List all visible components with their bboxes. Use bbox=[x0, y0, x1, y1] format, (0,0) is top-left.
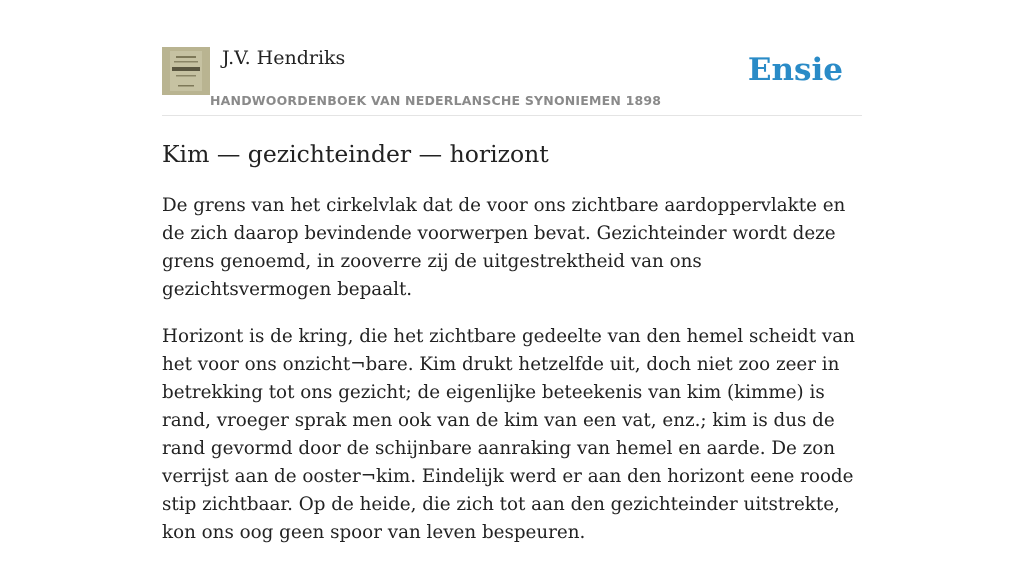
header bbox=[162, 0, 862, 116]
article-title: Kim — gezichteinder — horizont bbox=[162, 140, 549, 168]
article-body bbox=[162, 192, 862, 566]
author-name[interactable]: J.V. Hendriks bbox=[222, 47, 346, 69]
article-paragraph: Horizont is de kring, die het zichtbare gedeelte van den hemel scheidt van het voor ons onzicht¬bare. Kim drukt hetzelfde uit, doch niet zoo zeer in betrekking tot ons gezicht; de eigenlijke beteekenis van kim (kimme) is rand, vroeger sprak men ook van de kim van een vat, enz.; kim is dus de rand gevormd door de schijnbare aanraking van hemel en aarde. De zon verrijst aan de ooster¬kim. Eindelijk werd er aan den horizont eene roode stip zichtbaar. Op de heide, die zich tot aan den gezichteinder uitstrekte, kon ons oog geen spoor van leven bespeuren. bbox=[162, 326, 855, 543]
article-paragraph: De grens van het cirkelvlak dat de voor ons zichtbare aardoppervlakte en de zich daarop bevindende voorwerpen bevat. Gezichteinder wordt deze grens genoemd, in zooverre zij de uitgestrektheid van ons gezichtsvermogen bepaalt. bbox=[162, 195, 846, 300]
book-cover-thumbnail-icon[interactable] bbox=[162, 47, 210, 95]
page bbox=[162, 0, 862, 543]
source-title[interactable]: HANDWOORDENBOEK VAN NEDERLANSCHE SYNONIEMEN 1898 bbox=[210, 93, 662, 108]
ensie-logo[interactable]: Ensie bbox=[747, 52, 843, 88]
